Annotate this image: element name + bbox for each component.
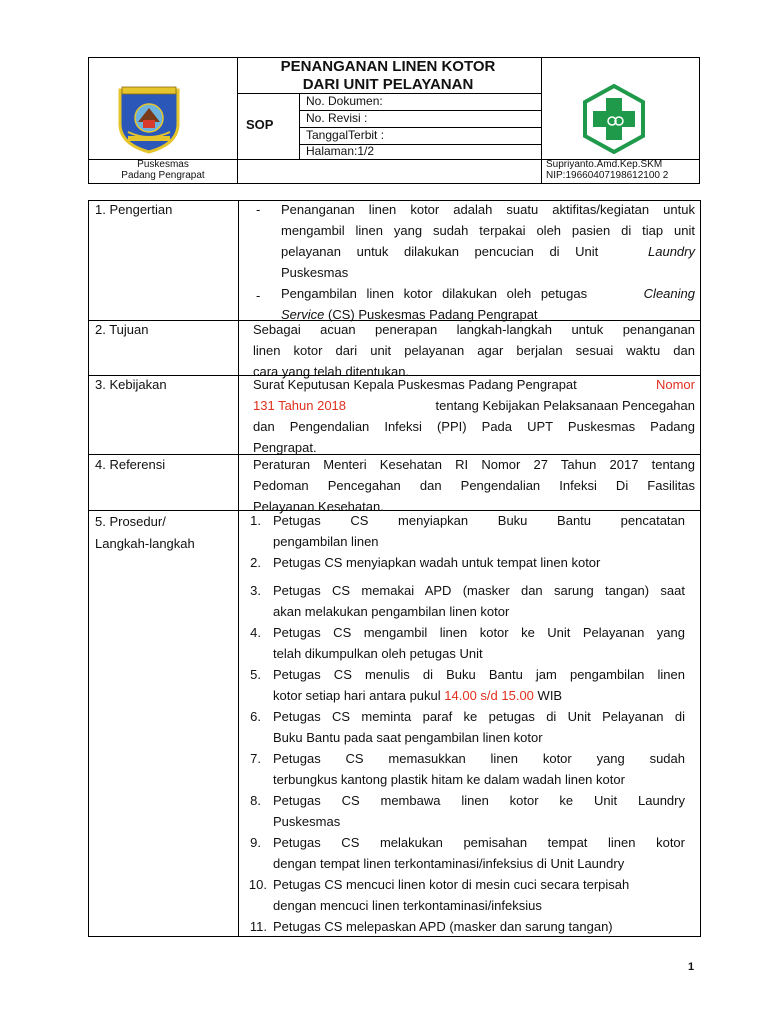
step-1 xyxy=(273,510,685,552)
step-2 xyxy=(273,552,685,573)
line: akan melakukan pengambilan linen kotor xyxy=(273,604,510,619)
section-label-prosedur xyxy=(95,511,195,555)
bullet-dash: - xyxy=(256,288,261,303)
pengertian-item-1 xyxy=(281,199,695,283)
official-nip: NIP:19660407198612100 2 xyxy=(546,170,669,181)
section-label-kebijakan: 3. Kebijakan xyxy=(95,377,167,392)
step-4 xyxy=(273,622,685,664)
step-number: 1. xyxy=(250,513,261,528)
bullet-dash: - xyxy=(256,202,261,217)
step-7 xyxy=(273,748,685,790)
line: cara yang telah ditentukan. xyxy=(253,364,410,379)
line: dengan tempat linen terkontaminasi/infeksius di Unit Laundry xyxy=(273,856,625,871)
line: Petugas CS mencuci linen kotor di mesin cuci secara terpisah xyxy=(273,877,630,892)
text: (CS) Puskesmas Padang Pengrapat xyxy=(327,307,538,322)
line xyxy=(273,685,685,706)
title-line-1: PENANGANAN LINEN KOTOR xyxy=(280,58,496,75)
line: terbungkus kantong plastik hitam ke dalam wadah linen kotor xyxy=(273,772,625,787)
line: Petugas CS memasukkan linen kotor yang sudah xyxy=(273,751,685,766)
step-number: 4. xyxy=(250,625,261,640)
step-number: 8. xyxy=(250,793,261,808)
step-8 xyxy=(273,790,685,832)
official-name: Supriyanto.Amd.Kep.SKM xyxy=(546,159,663,170)
section-label-tujuan: 2. Tujuan xyxy=(95,322,149,337)
line: Peraturan Menteri Kesehatan RI Nomor 27 Tahun 2017 tentang xyxy=(253,457,695,472)
text: kotor setiap hari antara pukul xyxy=(273,688,441,703)
revision-field: No. Revisi : xyxy=(306,111,368,125)
text: tentang Kebijakan Pelaksanaan Pencegahan xyxy=(435,398,695,413)
line: Sebagai acuan penerapan langkah-langkah untuk penanganan xyxy=(253,322,695,337)
line: dengan mencuci linen terkontaminasi/infeksius xyxy=(273,898,542,913)
line: Petugas CS melepaskan APD (masker dan sarung tangan) xyxy=(273,919,613,934)
line: Petugas CS membawa linen kotor ke Unit Laundry xyxy=(273,793,685,808)
line: Puskesmas xyxy=(281,265,349,280)
line: Petugas CS menyiapkan wadah untuk tempat linen kotor xyxy=(273,555,601,570)
organization-name xyxy=(90,159,236,181)
line: pengambilan linen xyxy=(273,534,379,549)
label-line-2: Langkah-langkah xyxy=(95,536,195,551)
page-number: 1 xyxy=(688,961,695,973)
red-text: Nomor xyxy=(655,377,695,392)
red-text: 14.00 s/d 15.00 xyxy=(444,688,534,703)
label-line-1: 5. Prosedur/ xyxy=(95,514,166,529)
red-text: 131 Tahun 2018 xyxy=(253,398,347,413)
referensi-text xyxy=(253,454,695,517)
tujuan-text xyxy=(253,319,695,382)
step-number: 7. xyxy=(250,751,261,766)
line: mengambil linen yang sudah terpakai oleh pasien di tiap unit xyxy=(281,223,695,238)
section-label-pengertian: 1. Pengertian xyxy=(95,202,173,217)
line: Pengrapat. xyxy=(253,440,317,455)
head-official xyxy=(546,159,668,181)
step-number: 2. xyxy=(250,555,261,570)
step-number: 10. xyxy=(248,877,267,892)
doc-number-field: No. Dokumen: xyxy=(306,94,383,108)
line: Pelayanan Kesehatan. xyxy=(253,499,384,514)
step-number: 5. xyxy=(250,667,261,682)
line: Penanganan linen kotor adalah suatu aktifitas/kegiatan untuk xyxy=(281,202,695,217)
kebijakan-text xyxy=(253,374,695,458)
step-3 xyxy=(273,580,685,622)
page-field: Halaman:1/2 xyxy=(306,144,375,158)
title-line-2: DARI UNIT PELAYANAN xyxy=(302,76,474,93)
sop-label: SOP xyxy=(246,117,274,132)
text: Surat Keputusan Kepala Puskesmas Padang Pengrapat xyxy=(253,377,577,392)
step-9 xyxy=(273,832,685,874)
text: WIB xyxy=(537,688,563,703)
line: Petugas CS menulis di Buku Bantu jam pengambilan linen xyxy=(273,667,685,682)
step-number: 11. xyxy=(249,919,267,934)
line: Petugas CS menyiapkan Buku Bantu pencatatan xyxy=(273,513,685,528)
line xyxy=(281,241,695,262)
text: Pengambilan linen kotor dilakukan oleh petugas xyxy=(281,286,588,301)
document-title xyxy=(238,58,538,94)
step-number: 6. xyxy=(250,709,261,724)
line: Petugas CS memakai APD (masker dan sarung tangan) saat xyxy=(273,583,685,598)
puskesmas-cross-logo xyxy=(579,84,649,154)
issue-date-field: TanggalTerbit : xyxy=(306,128,385,142)
org-line-2: Padang Pengrapat xyxy=(121,170,205,181)
line: Puskesmas xyxy=(273,814,341,829)
step-number: 9. xyxy=(250,835,261,850)
line: Petugas CS meminta paraf ke petugas di Unit Pelayanan di xyxy=(273,709,685,724)
line: telah dikumpulkan oleh petugas Unit xyxy=(273,646,483,661)
step-number: 3. xyxy=(250,583,261,598)
italic-text: Service xyxy=(281,307,325,322)
italic-text: Cleaning xyxy=(643,286,695,301)
line: Buku Bantu pada saat pengambilan linen kotor xyxy=(273,730,543,745)
step-10 xyxy=(273,874,693,916)
divider xyxy=(541,58,542,183)
line xyxy=(281,283,695,304)
step-6 xyxy=(273,706,685,748)
section-label-referensi: 4. Referensi xyxy=(95,457,166,472)
org-line-1: Puskesmas xyxy=(137,159,189,170)
line: linen kotor dari unit pelayanan agar berjalan sesuai waktu dan xyxy=(253,343,695,358)
line: Petugas CS mengambil linen kotor ke Unit Pelayanan yang xyxy=(273,625,685,640)
line xyxy=(253,374,695,395)
line: Petugas CS melakukan pemisahan tempat linen kotor xyxy=(273,835,685,850)
step-5 xyxy=(273,664,685,706)
regional-emblem-logo xyxy=(116,84,182,154)
line: Pedoman Pencegahan dan Pengendalian Infeksi Di Fasilitas xyxy=(253,478,695,493)
italic-text: Laundry xyxy=(648,244,695,259)
line xyxy=(253,395,695,416)
text: pelayanan untuk dilakukan pencucian di Unit xyxy=(281,244,599,259)
step-11 xyxy=(273,916,693,937)
line: dan Pengendalian Infeksi (PPI) Pada UPT Puskesmas Padang xyxy=(253,419,695,434)
